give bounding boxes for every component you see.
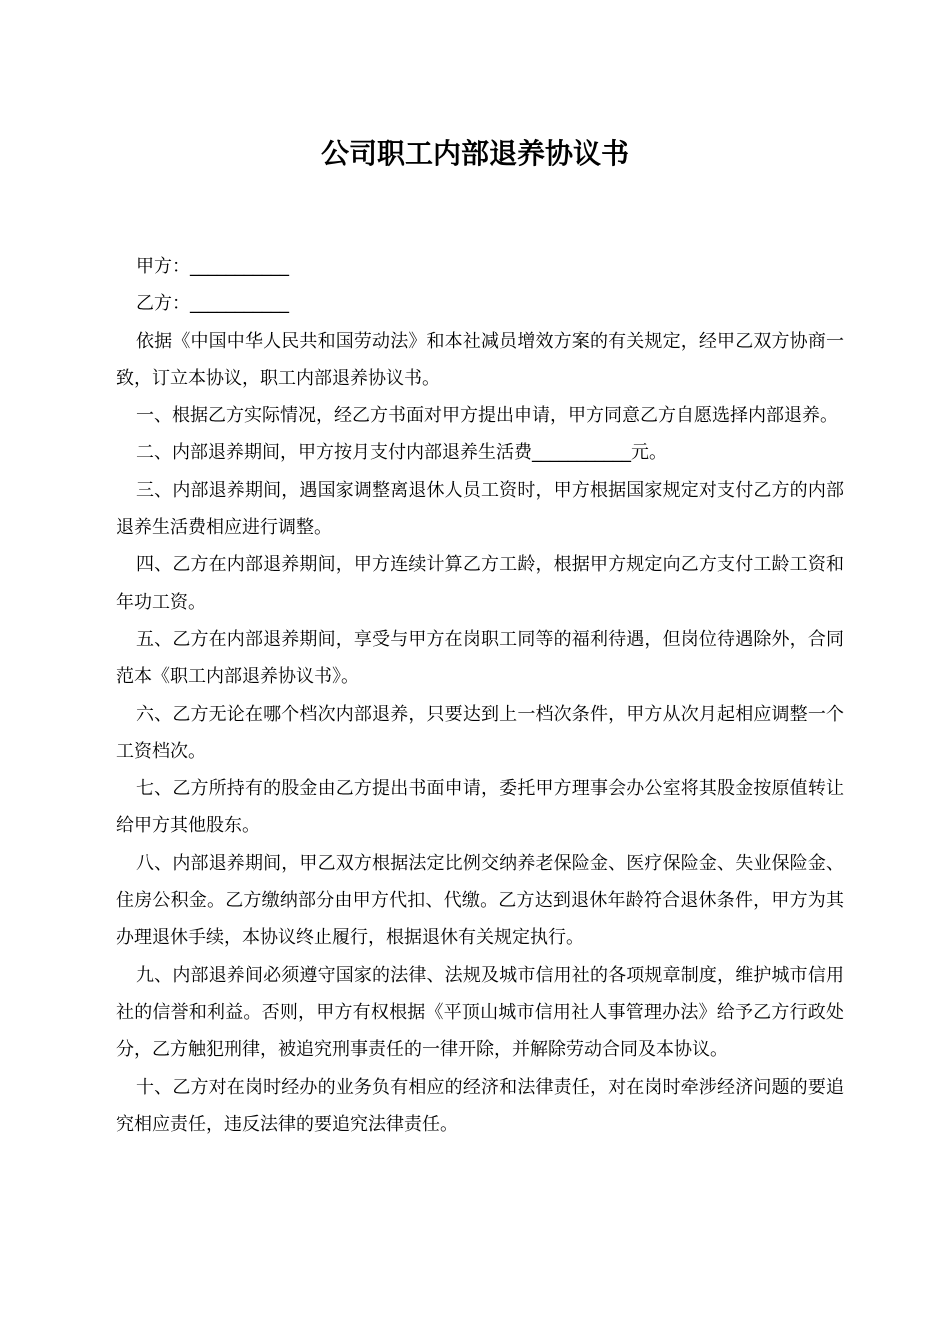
paragraph-clause-6: 六、乙方无论在哪个档次内部退养，只要达到上一档次条件，甲方从次月起相应调整一个工资档次。 <box>116 703 844 762</box>
paragraph-clause-3: 三、内部退养期间，遇国家调整离退休人员工资时，甲方根据国家规定对支付乙方的内部退养生活费相应进行调整。 <box>116 479 844 539</box>
paragraph-clause-10: 十、乙方对在岗时经办的业务负有相应的经济和法律责任，对在岗时牵涉经济问题的要追究相应责任，违反法律的要追究法律责任。 <box>116 1076 844 1135</box>
document-body <box>116 248 844 1143</box>
party-b-line: 乙方：___________ <box>136 293 289 315</box>
paragraph-clause-4: 四、乙方在内部退养期间，甲方连续计算乙方工龄，根据甲方规定向乙方支付工龄工资和年功工资。 <box>116 554 844 613</box>
document-title: 公司职工内部退养协议书 <box>320 137 629 170</box>
paragraph-clause-8: 八、内部退养期间，甲乙双方根据法定比例交纳养老保险金、医疗保险金、失业保险金、住房公积金。乙方缴纳部分由甲方代扣、代缴。乙方达到退休年龄符合退休条件，甲方为其办理退休手续，本协议终止履行，根据退休有关规定执行。 <box>116 852 844 949</box>
paragraph-preamble: 依据《中国中华人民共和国劳动法》和本社减员增效方案的有关规定，经甲乙双方协商一致，订立本协议，职工内部退养协议书。 <box>116 330 844 389</box>
paragraph-clause-7: 七、乙方所持有的股金由乙方提出书面申请，委托甲方理事会办公室将其股金按原值转让给甲方其他股东。 <box>116 778 844 837</box>
paragraph-clause-9: 九、内部退养间必须遵守国家的法律、法规及城市信用社的各项规章制度，维护城市信用社的信誉和利益。否则，甲方有权根据《平顶山城市信用社人事管理办法》给予乙方行政处分，乙方触犯刑律，被追究刑事责任的一律开除，并解除劳动合同及本协议。 <box>116 964 844 1061</box>
paragraph-clause-1: 一、根据乙方实际情况，经乙方书面对甲方提出申请，甲方同意乙方自愿选择内部退养。 <box>136 405 838 427</box>
paragraph-clause-2: 二、内部退养期间，甲方按月支付内部退养生活费___________元。 <box>136 442 667 464</box>
party-a-line: 甲方：___________ <box>136 256 289 277</box>
paragraph-clause-5: 五、乙方在内部退养期间，享受与甲方在岗职工同等的福利待遇，但岗位待遇除外，合同范本《职工内部退养协议书》。 <box>116 628 844 688</box>
